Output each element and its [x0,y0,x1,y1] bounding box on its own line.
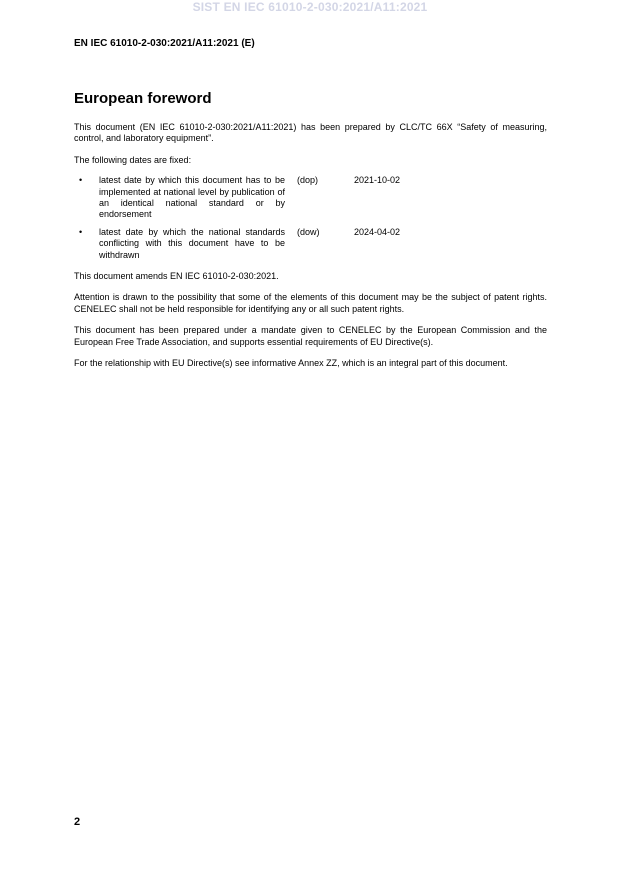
date-value: 2024-04-02 [354,226,401,237]
page-number: 2 [74,816,81,828]
page-title: European foreword [74,90,212,107]
list-item [74,175,547,221]
watermark: SIST EN IEC 61010-2-030:2021/A11:2021 [192,0,428,14]
date-abbreviation: (dop) [297,175,319,186]
bullet: • [79,175,83,186]
directive-paragraph: For the relationship with EU Directive(s) see informative Annex ZZ, which is an integral part of this document. [74,358,508,369]
mandate-paragraph: This document has been prepared under a mandate given to CENELEC by the European Commission and the European Free Trade Association, and supports essential requirements of EU Directive(s). [74,325,547,347]
date-value: 2021-10-02 [354,175,401,186]
foreword-body [74,122,547,380]
date-description: latest date by which this document has to be implemented at national level by publication of an identical national standard or by endorsement [99,175,285,220]
intro-paragraph: This document (EN IEC 61010-2-030:2021/A11:2021) has been prepared by CLC/TC 66X “Safety of measuring, control, and laboratory equipment”. [74,122,547,144]
dates-list [74,175,547,261]
amends-paragraph: This document amends EN IEC 61010-2-030:2021. [74,271,279,282]
date-description: latest date by which the national standards conflicting with this document have to be withdrawn [99,226,285,260]
bullet: • [79,226,83,237]
patent-paragraph: Attention is drawn to the possibility that some of the elements of this document may be the subject of patent rights. CENELEC shall not be held responsible for identifying any or all such patent rights. [74,292,547,314]
list-item [74,227,547,261]
document-header: EN IEC 61010-2-030:2021/A11:2021 (E) [74,38,255,49]
dates-intro: The following dates are fixed: [74,154,192,165]
date-abbreviation: (dow) [297,226,320,237]
